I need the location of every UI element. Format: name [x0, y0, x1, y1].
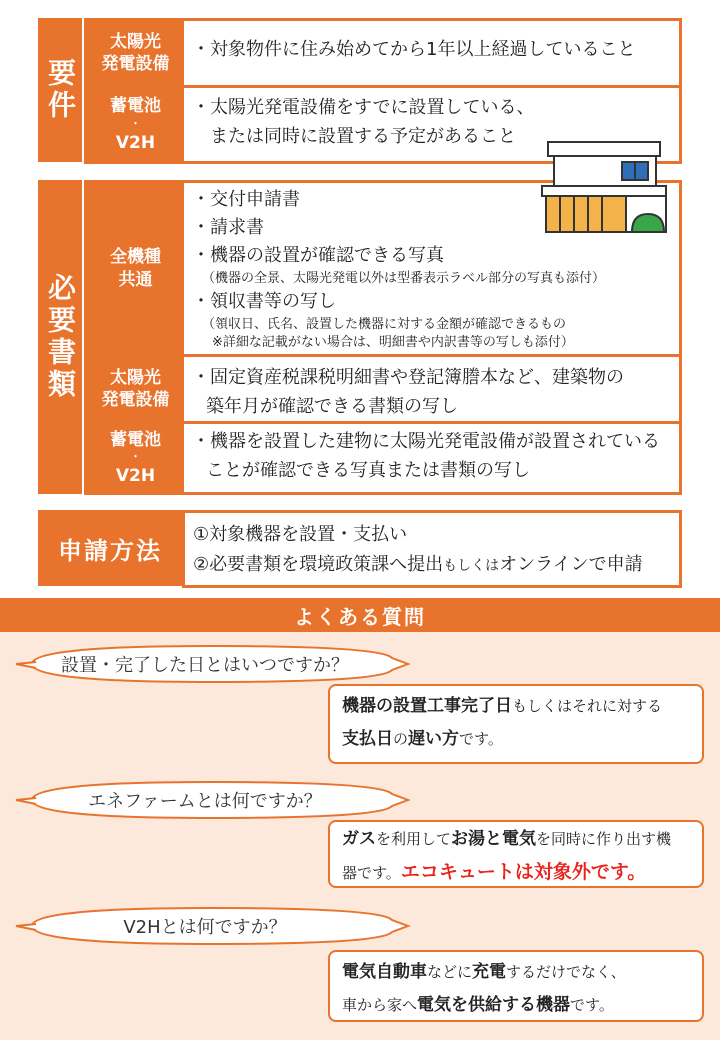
- question-1: 設置・完了した日とはいつですか？: [61, 655, 349, 676]
- req-solar-category: 太陽光 発電設備: [87, 21, 184, 85]
- method-label: 申請方法: [38, 510, 182, 586]
- doc-battery-text: ・機器を設置した建物に太陽光発電設備が設置されている ことが確認できる写真または書類の写し: [192, 431, 660, 481]
- documents-label: 必要書類: [38, 180, 82, 494]
- method-steps: ①対象機器を設置・支払い ②必要書類を環境政策課へ提出もしくはオンラインで申請: [193, 524, 643, 575]
- answer-box-3: 電気自動車などに充電するだけでなく、 車から家へ電気を供給する機器です。: [328, 950, 704, 1022]
- answer-box-1: 機器の設置工事完了日もしくはそれに対する 支払日の遅い方です。: [328, 684, 704, 764]
- answer-box-2: ガスを利用してお湯と電気を同時に作り出す機 器です。エコキュートは対象外です。: [328, 820, 704, 888]
- doc-battery-category: 蓄電池 ・ V2H: [87, 424, 184, 492]
- question-2: エネファームとは何ですか？: [88, 791, 322, 812]
- faq-title: よくある質問: [0, 598, 720, 632]
- req-solar-text: ・対象物件に住み始めてから1年以上経過していること: [192, 39, 636, 60]
- req-battery-category: 蓄電池 ・ V2H: [87, 88, 184, 161]
- doc-solar-category: 太陽光 発電設備: [87, 357, 184, 421]
- req-battery-text: ・太陽光発電設備をすでに設置している、 または同時に設置する予定があること: [192, 97, 535, 147]
- requirements-label: 要件: [38, 18, 82, 162]
- house-icon: [540, 140, 670, 236]
- doc-common-list: ・交付申請書 ・請求書 ・機器の設置が確認できる写真 （機器の全景、太陽光発電以外は型番表示ラベル部分の写真も添付） ・領収書等の写し （領収日、氏名、設置した機器に対する金額が確認できるもの ※詳細な記載がない場合は、明細書や内訳書等の写しも添付）: [192, 189, 606, 350]
- question-3: V2Hとは何ですか？: [123, 917, 287, 938]
- doc-solar-text: ・固定資産税課税明細書や登記簿謄本など、建築物の 築年月が確認できる書類の写し: [192, 367, 624, 417]
- doc-common-category: 全機種 共通: [87, 183, 184, 354]
